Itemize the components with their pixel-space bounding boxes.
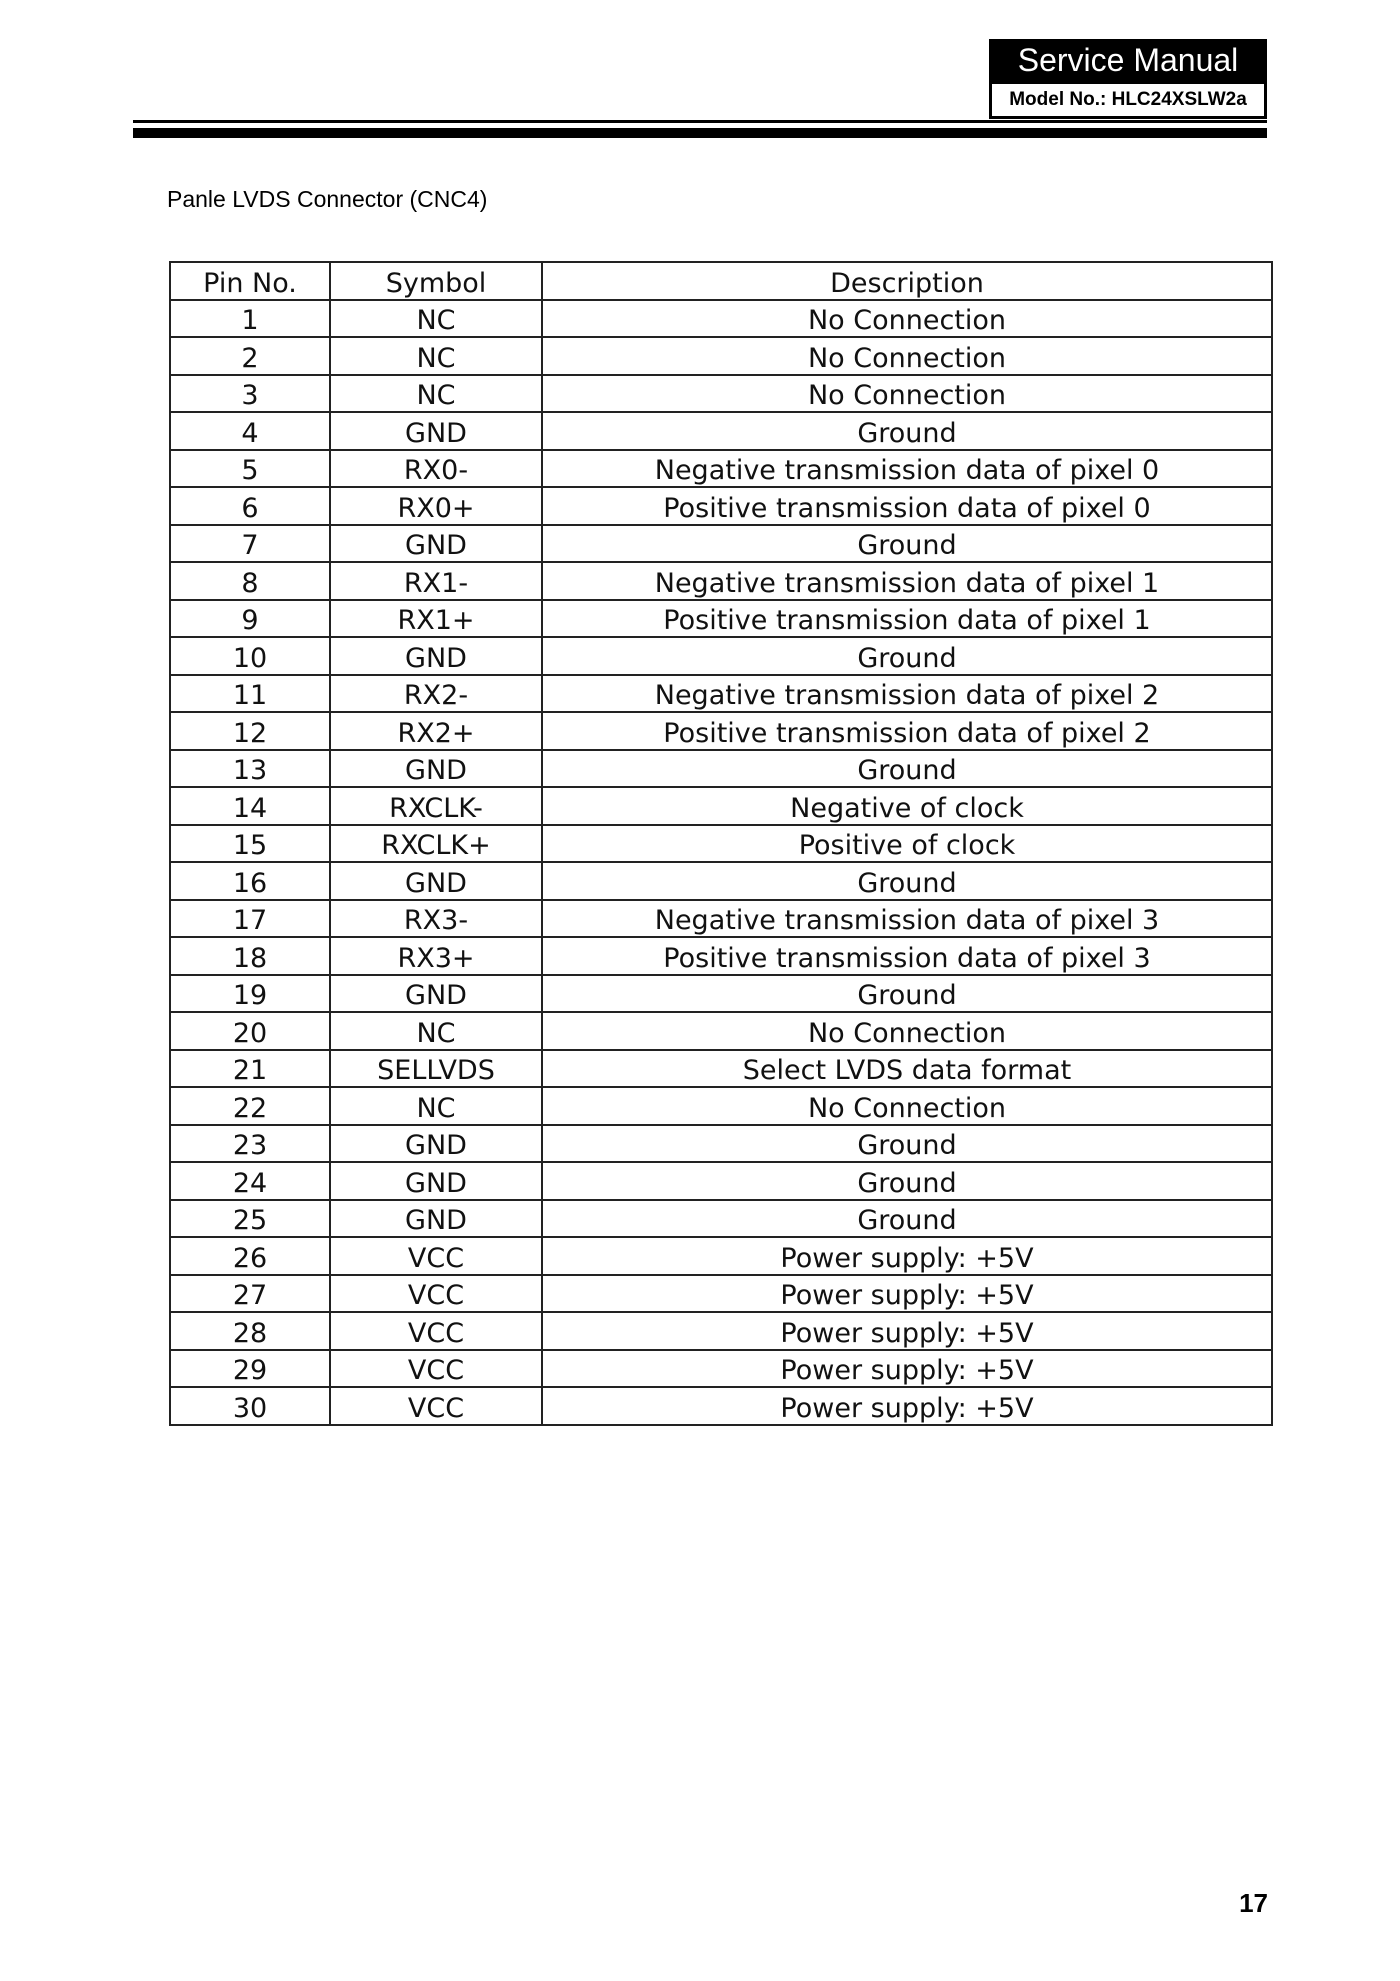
table-row [170, 412, 1272, 450]
description-cell: Positive transmission data of pixel 1 [542, 600, 1272, 638]
pin-number-cell: 15 [170, 825, 330, 863]
table-row [170, 787, 1272, 825]
symbol-cell: NC [330, 337, 542, 375]
description-cell: No Connection [542, 375, 1272, 413]
symbol-cell: RX3- [330, 900, 542, 938]
description-cell: No Connection [542, 337, 1272, 375]
symbol-cell: GND [330, 412, 542, 450]
symbol-cell: GND [330, 1125, 542, 1163]
description-cell: Negative transmission data of pixel 0 [542, 450, 1272, 488]
symbol-cell: RX2+ [330, 712, 542, 750]
table-row [170, 1237, 1272, 1275]
symbol-cell: VCC [330, 1275, 542, 1313]
description-cell: Ground [542, 1162, 1272, 1200]
table-row [170, 825, 1272, 863]
pin-number-cell: 28 [170, 1312, 330, 1350]
symbol-cell: GND [330, 1200, 542, 1238]
table-row [170, 1050, 1272, 1088]
pin-number-cell: 7 [170, 525, 330, 563]
symbol-cell: RXCLK+ [330, 825, 542, 863]
symbol-cell: RX1- [330, 562, 542, 600]
description-cell: Ground [542, 1200, 1272, 1238]
header-rule-thick [133, 128, 1267, 138]
pin-number-cell: 18 [170, 937, 330, 975]
pin-number-cell: 19 [170, 975, 330, 1013]
symbol-cell: VCC [330, 1312, 542, 1350]
description-cell: Power supply: +5V [542, 1350, 1272, 1388]
table-row [170, 937, 1272, 975]
table-row [170, 300, 1272, 338]
pin-number-cell: 11 [170, 675, 330, 713]
description-cell: Positive transmission data of pixel 2 [542, 712, 1272, 750]
description-cell: Select LVDS data format [542, 1050, 1272, 1088]
pin-number-cell: 16 [170, 862, 330, 900]
pin-number-cell: 6 [170, 487, 330, 525]
description-cell: Ground [542, 412, 1272, 450]
pin-number-cell: 1 [170, 300, 330, 338]
pin-number-cell: 3 [170, 375, 330, 413]
model-number-box: Model No.: HLC24XSLW2a [989, 81, 1267, 119]
symbol-cell: GND [330, 750, 542, 788]
description-cell: Ground [542, 637, 1272, 675]
symbol-cell: NC [330, 1087, 542, 1125]
table-row [170, 1275, 1272, 1313]
description-cell: Ground [542, 750, 1272, 788]
header-row [170, 262, 1272, 300]
symbol-cell: RX0- [330, 450, 542, 488]
pin-number-cell: 20 [170, 1012, 330, 1050]
pin-number-cell: 9 [170, 600, 330, 638]
symbol-cell: GND [330, 637, 542, 675]
symbol-cell: NC [330, 375, 542, 413]
table-row [170, 450, 1272, 488]
symbol-cell: RX2- [330, 675, 542, 713]
pin-number-cell: 8 [170, 562, 330, 600]
description-cell: Power supply: +5V [542, 1312, 1272, 1350]
pin-number-cell: 17 [170, 900, 330, 938]
pin-table [169, 261, 1273, 1426]
table-row [170, 675, 1272, 713]
table-row [170, 1312, 1272, 1350]
table-row [170, 1387, 1272, 1425]
description-cell: No Connection [542, 300, 1272, 338]
symbol-cell: VCC [330, 1237, 542, 1275]
description-cell: Positive of clock [542, 825, 1272, 863]
pin-number-cell: 24 [170, 1162, 330, 1200]
description-cell: Negative transmission data of pixel 3 [542, 900, 1272, 938]
symbol-cell: RX1+ [330, 600, 542, 638]
table-row [170, 712, 1272, 750]
table-row [170, 337, 1272, 375]
description-cell: Power supply: +5V [542, 1275, 1272, 1313]
description-cell: Ground [542, 862, 1272, 900]
symbol-cell: NC [330, 1012, 542, 1050]
table-row [170, 1162, 1272, 1200]
pin-number-cell: 10 [170, 637, 330, 675]
service-manual-banner: Service Manual [989, 39, 1267, 81]
table-row [170, 1012, 1272, 1050]
table-row [170, 487, 1272, 525]
table-row [170, 525, 1272, 563]
pin-number-cell: 13 [170, 750, 330, 788]
column-header-symbol: Symbol [330, 262, 542, 300]
symbol-cell: GND [330, 525, 542, 563]
section-title: Panle LVDS Connector (CNC4) [167, 186, 488, 212]
description-cell: Negative transmission data of pixel 2 [542, 675, 1272, 713]
symbol-cell: NC [330, 300, 542, 338]
symbol-cell: SELLVDS [330, 1050, 542, 1088]
pin-table-header [170, 262, 1272, 300]
table-row [170, 562, 1272, 600]
table-row [170, 862, 1272, 900]
description-cell: Positive transmission data of pixel 3 [542, 937, 1272, 975]
description-cell: No Connection [542, 1087, 1272, 1125]
table-row [170, 1125, 1272, 1163]
symbol-cell: RX3+ [330, 937, 542, 975]
description-cell: Positive transmission data of pixel 0 [542, 487, 1272, 525]
symbol-cell: VCC [330, 1350, 542, 1388]
symbol-cell: VCC [330, 1387, 542, 1425]
table-row [170, 975, 1272, 1013]
page-number: 17 [1239, 1888, 1268, 1918]
symbol-cell: GND [330, 975, 542, 1013]
description-cell: Negative of clock [542, 787, 1272, 825]
table-row [170, 1087, 1272, 1125]
table-row [170, 637, 1272, 675]
description-cell: No Connection [542, 1012, 1272, 1050]
symbol-cell: RX0+ [330, 487, 542, 525]
pin-number-cell: 12 [170, 712, 330, 750]
table-row [170, 600, 1272, 638]
symbol-cell: RXCLK- [330, 787, 542, 825]
pin-number-cell: 4 [170, 412, 330, 450]
pin-number-cell: 29 [170, 1350, 330, 1388]
column-header-description: Description [542, 262, 1272, 300]
description-cell: Power supply: +5V [542, 1387, 1272, 1425]
table-row [170, 1350, 1272, 1388]
table-row [170, 750, 1272, 788]
description-cell: Power supply: +5V [542, 1237, 1272, 1275]
table-row [170, 900, 1272, 938]
pin-number-cell: 25 [170, 1200, 330, 1238]
pin-number-cell: 26 [170, 1237, 330, 1275]
description-cell: Ground [542, 1125, 1272, 1163]
description-cell: Ground [542, 975, 1272, 1013]
symbol-cell: GND [330, 862, 542, 900]
pin-number-cell: 22 [170, 1087, 330, 1125]
pin-number-cell: 23 [170, 1125, 330, 1163]
pin-table-body [170, 300, 1272, 1425]
symbol-cell: GND [330, 1162, 542, 1200]
pin-number-cell: 21 [170, 1050, 330, 1088]
column-header-pin: Pin No. [170, 262, 330, 300]
table-row [170, 1200, 1272, 1238]
table-row [170, 375, 1272, 413]
pin-number-cell: 2 [170, 337, 330, 375]
description-cell: Ground [542, 525, 1272, 563]
pin-number-cell: 5 [170, 450, 330, 488]
pin-number-cell: 27 [170, 1275, 330, 1313]
description-cell: Negative transmission data of pixel 1 [542, 562, 1272, 600]
header-rule-thin [133, 120, 1267, 123]
pin-number-cell: 30 [170, 1387, 330, 1425]
pin-number-cell: 14 [170, 787, 330, 825]
